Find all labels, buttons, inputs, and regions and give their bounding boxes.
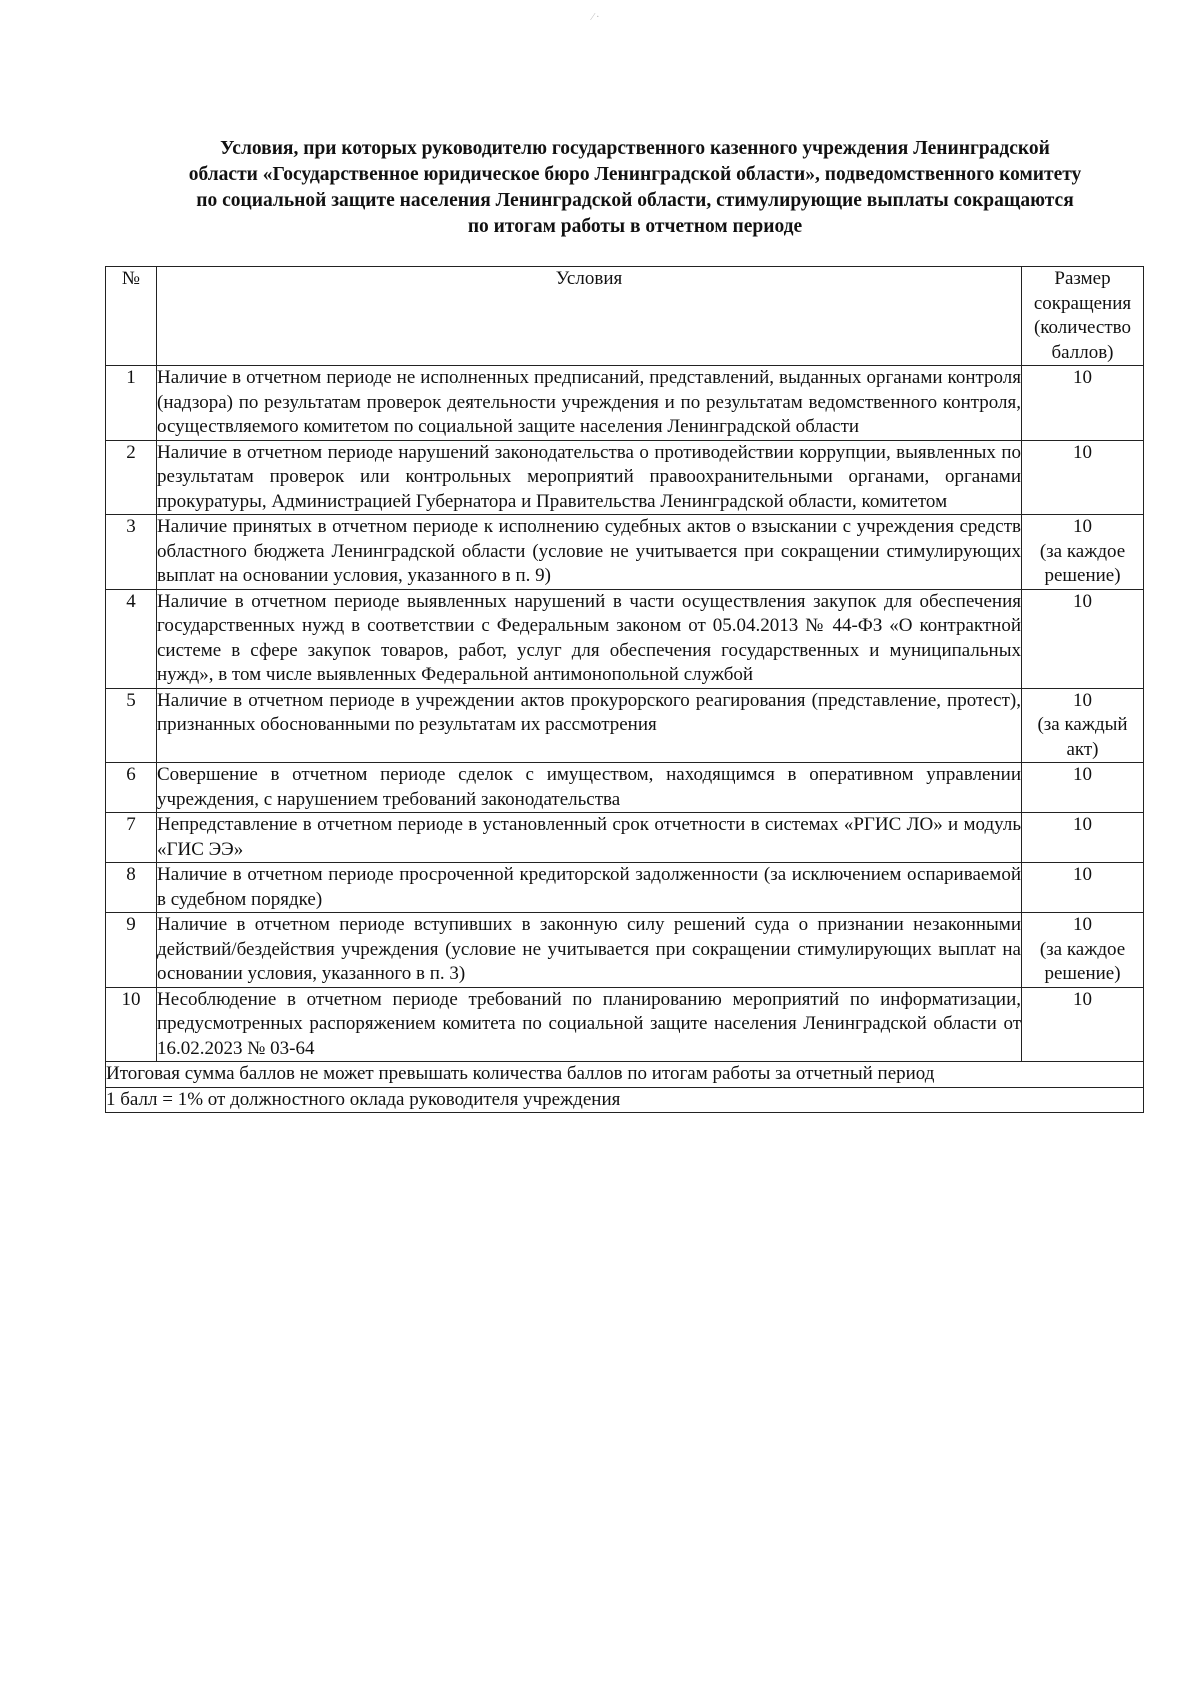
row-condition: Наличие в отчетном периоде просроченной кредиторской задолженности (за исключением оспариваемой в судебном порядке) [157,863,1022,913]
header-reduction-size [1022,267,1144,366]
title-line: области «Государственное юридическое бюро Ленинградской области», подведомственного комитету [188,164,1082,185]
table-row [106,763,1144,813]
row-reduction-size [1022,366,1144,441]
row-condition: Наличие в отчетном периоде вступивших в законную силу решений суда о признании незаконными действий/бездействия учреждения (условие не учитывается при сокращении стимулирующих выплат на основании условия, указанного в п. 3) [157,913,1022,988]
reduction-points: 10 [1073,764,1092,785]
row-reduction-size [1022,863,1144,913]
footer-point-definition: 1 балл = 1% от должностного оклада руководителя учреждения [106,1087,1144,1113]
row-number: 4 [106,589,157,688]
header-size-line: (количество [1033,317,1132,338]
reduction-points: 10 [1073,689,1092,711]
reduction-points: 10 [1073,367,1092,388]
row-reduction-size [1022,589,1144,688]
conditions-table [105,266,1144,1113]
table-row [106,589,1144,688]
table-row [106,688,1144,763]
row-number: 8 [106,863,157,913]
row-number: 10 [106,987,157,1062]
title-line: Условия, при которых руководителю государственного казенного учреждения Ленинградской [220,138,1050,159]
table-row [106,515,1144,590]
reduction-note: (за каждое решение) [1039,938,1126,984]
table-row [106,366,1144,441]
row-reduction-size [1022,763,1144,813]
row-reduction-size [1022,987,1144,1062]
row-condition: Наличие в отчетном периоде в учреждении актов прокурорского реагирования (представление, протест), признанных обоснованными по результатам их рассмотрения [157,688,1022,763]
row-condition: Наличие в отчетном периоде выявленных нарушений в части осуществления закупок для обеспечения государственных нужд в соответствии с Федеральным законом от 05.04.2013 № 44-ФЗ «О контрактной системе в сфере закупок товаров, работ, услуг для обеспечения государственных и муниципальных нужд», в том числе выявленных Федеральной антимонопольной службой [157,589,1022,688]
table-header-row [106,267,1144,366]
table-row [106,913,1144,988]
header-number: № [106,267,157,366]
reduction-points: 10 [1073,516,1092,537]
row-condition: Совершение в отчетном периоде сделок с имуществом, находящимся в оперативном управлении учреждения, с нарушением требований законодательства [157,763,1022,813]
footer-row [106,1062,1144,1088]
reduction-points: 10 [1073,814,1092,835]
footer-total-note: Итоговая сумма баллов не может превышать количества баллов по итогам работы за отчетный период [106,1062,1144,1088]
reduction-points: 10 [1073,864,1092,885]
reduction-points: 10 [1073,914,1092,935]
header-size-line: баллов) [1051,341,1114,363]
document-title [105,136,1165,240]
footer-row [106,1087,1144,1113]
row-condition: Наличие в отчетном периоде нарушений законодательства о противодействии коррупции, выявленных по результатам проверок или контрольных мероприятий правоохранительными органами, органами прокуратуры, Администрацией Губернатора и Правительства Ленинградской области, комитетом [157,440,1022,515]
row-reduction-size [1022,688,1144,763]
row-number: 9 [106,913,157,988]
row-condition: Несоблюдение в отчетном периоде требований по планированию мероприятий по информатизации, предусмотренных распоряжением комитета по социальной защите населения Ленинградской области от 16.02.2023 № 03-64 [157,987,1022,1062]
table-body [106,366,1144,1062]
row-number: 6 [106,763,157,813]
header-conditions: Условия [157,267,1022,366]
header-size-line: сокращения [1033,292,1132,314]
row-number: 1 [106,366,157,441]
reduction-points: 10 [1073,441,1092,463]
reduction-note: (за каждый акт) [1037,714,1128,760]
row-condition: Наличие в отчетном периоде не исполненных предписаний, представлений, выданных органами контроля (надзора) по результатам проверок деятельности учреждения и по результатам ведомственного контроля, осуществляемого комитетом по социальной защите населения Ленинградской области [157,366,1022,441]
table-row [106,863,1144,913]
table-row [106,813,1144,863]
row-number: 3 [106,515,157,590]
row-reduction-size [1022,913,1144,988]
reduction-note: (за каждое решение) [1039,540,1126,586]
title-line: по социальной защите населения Ленинградской области, стимулирующие выплаты сокращаются [196,190,1074,211]
row-number: 5 [106,688,157,763]
row-number: 2 [106,440,157,515]
reduction-points: 10 [1073,988,1092,1010]
row-condition: Непредставление в отчетном периоде в установленный срок отчетности в системах «РГИС ЛО» и модуль «ГИС ЭЭ» [157,813,1022,863]
row-reduction-size [1022,440,1144,515]
table-row [106,440,1144,515]
header-size-line: Размер [1054,268,1111,289]
reduction-points: 10 [1073,590,1092,612]
row-number: 7 [106,813,157,863]
row-reduction-size [1022,515,1144,590]
row-condition: Наличие принятых в отчетном периоде к исполнению судебных актов о взыскании с учреждения средств областного бюджета Ленинградской области (условие не учитывается при сокращении стимулирующих выплат на основании условия, указанного в п. 9) [157,515,1022,590]
table-row [106,987,1144,1062]
title-line: по итогам работы в отчетном периоде [467,216,803,237]
scan-artifact-mark: ⁄ · [592,12,600,23]
row-reduction-size [1022,813,1144,863]
